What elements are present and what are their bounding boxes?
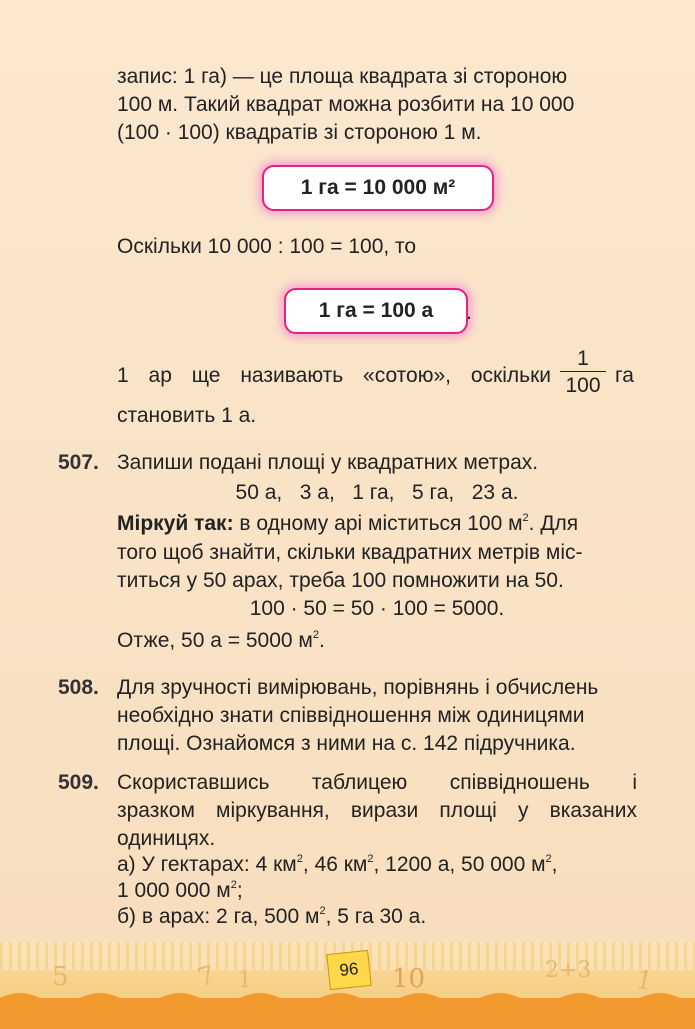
task-509-part-a — [117, 852, 558, 878]
decor-digit-icon: 1 — [633, 964, 656, 998]
footer-band — [0, 998, 695, 1029]
are-note-text: 1 ар ще називають «сотою», оскільки — [117, 364, 551, 387]
think-label: Міркуй так: — [117, 512, 234, 535]
task-507-line-1: Запиши подані площі у квадратних метрах. — [117, 451, 539, 474]
fraction-one-hundredth — [560, 347, 606, 400]
part-a-text-1: а) У гектарах: 4 км — [117, 853, 297, 876]
task-509-line-1-text: Скориставшись таблицею співвідношень і — [117, 771, 637, 794]
fraction-numerator: 1 — [560, 347, 606, 372]
are-note-line-1 — [117, 363, 551, 389]
decor-digit-icon: 2+3 — [545, 958, 592, 983]
since-line: Оскільки 10 000 : 100 = 100, то — [117, 235, 417, 258]
fraction-denominator: 100 — [565, 374, 601, 397]
part-b-text-2: , 5 га 30 а. — [325, 905, 427, 928]
decor-digit-icon: 5 — [52, 962, 69, 992]
intro-line-3: (100 · 100) квадратів зі стороною 1 м. — [117, 121, 482, 144]
task-509-number: 509. — [58, 771, 99, 794]
task-508-number: 508. — [58, 676, 99, 699]
think-text-b: . Для — [528, 512, 579, 535]
decor-digit-icon: 10 — [392, 964, 426, 994]
task-508-line-3: площі. Ознайомся з ними на с. 142 підручника. — [117, 732, 576, 755]
hectare-square-meter-box: 1 га = 10 000 м² — [262, 165, 494, 211]
task-508-line-2: необхідно знати співвідношення між одиницями — [117, 704, 585, 727]
are-note-line-2: становить 1 а. — [117, 404, 257, 427]
part-a2-text-1: 1 000 000 м — [117, 879, 231, 902]
box-dot: . — [466, 301, 472, 324]
decor-digit-icon: 1 — [238, 968, 252, 993]
task-507-line-5: титься у 50 арах, треба 100 помножити на 50. — [117, 569, 564, 592]
sup-2: 2 — [545, 853, 552, 865]
task-509-line-1 — [117, 770, 637, 796]
task-507-think-line — [117, 511, 578, 537]
task-508-line-1: Для зручності вимірювань, порівнянь і обчислень — [117, 676, 599, 699]
task-509-part-b — [117, 904, 426, 930]
sup-2: 2 — [230, 879, 237, 891]
task-507-values: 50 а, 3 а, 1 га, 5 га, 23 а. — [235, 481, 519, 504]
sup-2: 2 — [522, 512, 529, 524]
part-a-text-3: , 1200 а, 50 000 м — [373, 853, 546, 876]
task-507-line-4: того щоб знайти, скільки квадратних метрів міс- — [117, 541, 583, 564]
task-507-result — [117, 628, 325, 654]
hectare-are-box: 1 га = 100 а — [284, 288, 468, 334]
task-507-number: 507. — [58, 451, 99, 474]
page-number: 96 — [338, 959, 360, 980]
result-text-a: Отже, 50 а = 5000 м — [117, 629, 313, 652]
part-b-text-1: б) в арах: 2 га, 500 м — [117, 905, 320, 928]
part-a-text-2: , 46 км — [302, 853, 368, 876]
think-text-a: в одному арі міститься 100 м — [233, 512, 523, 535]
result-text-b: . — [318, 629, 325, 652]
task-509-line-2 — [117, 798, 637, 824]
intro-line-1: запис: 1 га) — це площа квадрата зі стороною — [117, 65, 568, 88]
sup-2: 2 — [319, 905, 326, 917]
intro-line-2: 100 м. Такий квадрат можна розбити на 10 000 — [117, 93, 575, 116]
task-507-calc: 100 · 50 = 50 · 100 = 5000. — [249, 597, 505, 620]
page-number-badge — [326, 950, 372, 990]
task-509-line-2-text: зразком міркування, вирази площі у вказаних — [117, 799, 637, 822]
sup-2: 2 — [296, 853, 303, 865]
decor-digit-icon: 7 — [194, 960, 219, 994]
task-509-line-3: одиницях. — [117, 827, 216, 850]
part-a-text-4: , — [551, 853, 558, 876]
task-509-part-a-cont — [117, 878, 243, 904]
part-a2-text-2: ; — [236, 879, 243, 902]
sup-2: 2 — [312, 629, 319, 641]
sup-2: 2 — [367, 853, 374, 865]
are-note-ga: га — [615, 364, 634, 387]
